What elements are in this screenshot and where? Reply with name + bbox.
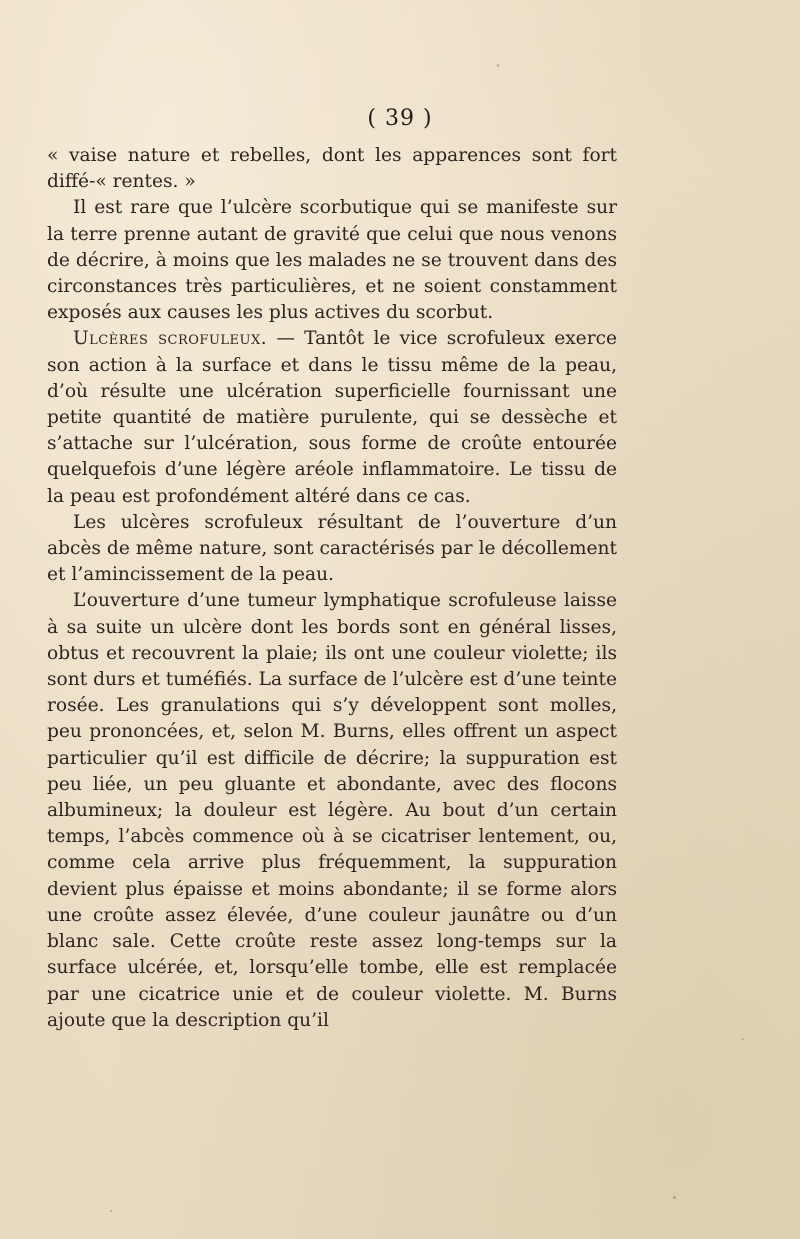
body-text <box>47 143 617 1034</box>
paragraph-quote-end: « vaise nature et rebelles, dont les apparences sont fort diffé-« rentes. » <box>47 145 617 193</box>
paper-speck <box>742 1038 744 1040</box>
paragraph-abscess: Les ulcères scrofuleux résultant de l’ouverture d’un abcès de même nature, sont caractérisés par le décollement et l’amincissement de la peau. <box>47 511 617 586</box>
page-number: ( 39 ) <box>367 106 433 131</box>
paragraph-scorbutic: Il est rare que l’ulcère scorbutique qui se manifeste sur la terre prenne autant de gravité que celui que nous venons de décrire, à moins que les malades ne se trouvent dans des circonstances très particulières, et ne soient constamment exposés aux causes les plus actives du scorbut. <box>47 197 617 324</box>
paper-speck <box>110 1210 112 1212</box>
paragraph-scrofulous-ulcers <box>47 326 617 509</box>
section-heading: Ulcères scrofuleux. <box>73 328 268 350</box>
paper-speck <box>497 64 499 67</box>
paper-speck <box>673 1196 676 1199</box>
paragraph-lymphatic-tumor: L’ouverture d’une tumeur lymphatique scrofuleuse laisse à sa suite un ulcère dont les bords sont en général lisses, obtus et recouvrent la plaie; ils ont une couleur violette; ils sont durs et tuméfiés. La surface de l’ulcère est d’une teinte rosée. Les granulations qui s’y développent sont molles, peu prononcées, et, selon M. Burns, elles offrent un aspect particulier qu’il est difficile de décrire; la suppuration est peu liée, un peu gluante et abondante, avec des flocons albumineux; la douleur est légère. Au bout d’un certain temps, l’abcès commence où à se cicatriser lentement, ou, comme cela arrive plus fréquemment, la suppuration devient plus épaisse et moins abondante; il se forme alors une croûte assez élevée, d’une couleur jaunâtre ou d’un blanc sale. Cette croûte reste assez long-temps sur la surface ulcérée, et, lorsqu’elle tombe, elle est remplacée par une cicatrice unie et de couleur violette. M. Burns ajoute que la description qu’il <box>47 590 617 1031</box>
paragraph-scrofulous-ulcers-text: — Tantôt le vice scrofuleux exerce son action à la surface et dans le tissu même de la peau, d’où résulte une ulcération superficielle fournissant une petite quantité de matière purulente, qui se dessèche et s’attache sur l’ulcération, sous forme de croûte entourée quelquefois d’une légère aréole inflammatoire. Le tissu de la peau est profondément altéré dans ce cas. <box>47 328 617 507</box>
